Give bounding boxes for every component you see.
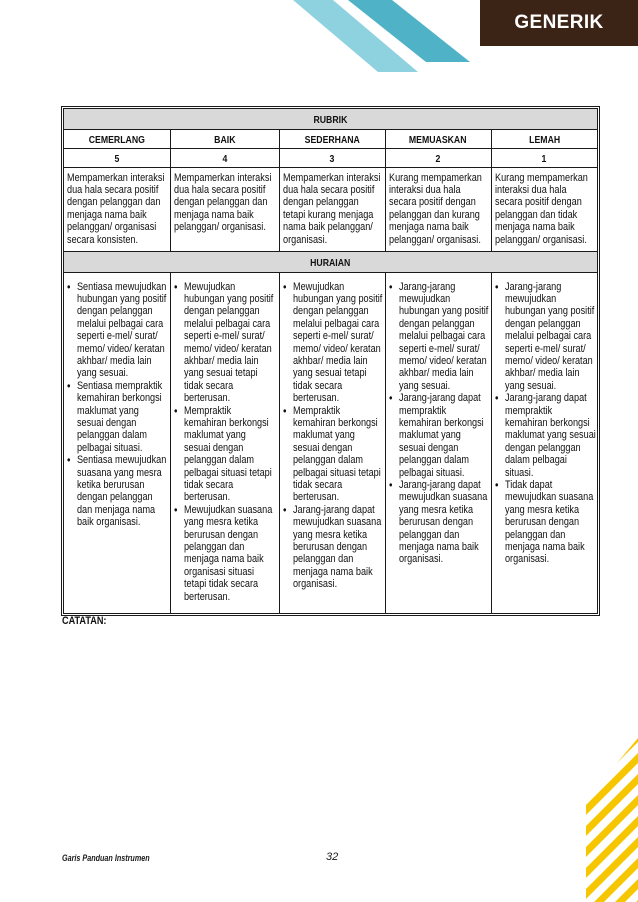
bullet-icon <box>495 281 498 293</box>
notes-label: CATATAN: <box>62 615 107 627</box>
criteria-line: kemahiran berkongsi <box>183 416 269 429</box>
criteria-line: berterusan. <box>292 392 339 405</box>
level-score-row <box>64 148 597 167</box>
criteria-item <box>389 479 487 566</box>
criteria-line: pelbagai situasi tetapi <box>183 466 272 479</box>
description-line: dua hala secara positif <box>282 183 374 196</box>
criteria-line: berurusan dengan <box>292 541 367 554</box>
criteria-line: Jarang-jarang <box>398 280 455 293</box>
criteria-line: Sentiasa mempraktik <box>76 379 163 392</box>
criteria-list <box>495 280 596 566</box>
bullet-icon <box>389 479 392 491</box>
description-line: pelanggan dan tidak <box>494 208 577 221</box>
criteria-item <box>283 280 382 405</box>
criteria-item <box>174 280 273 405</box>
bullet-icon <box>283 281 286 293</box>
criteria-line: seperti e-mel/ surat/ <box>183 330 265 343</box>
level-criteria-cell <box>279 272 385 613</box>
criteria-line: pelanggan dalam <box>292 454 363 467</box>
footer-document-title: Garis Panduan Instrumen <box>62 853 150 863</box>
bullet-icon <box>67 281 70 293</box>
criteria-line: suasana yang mesra <box>76 466 162 479</box>
criteria-line: Mempraktik <box>183 404 231 417</box>
criteria-line: mewujudkan suasana <box>292 516 381 529</box>
criteria-line: pelanggan dalam <box>183 454 254 467</box>
criteria-line: maklumat yang <box>292 429 355 442</box>
description-line: interaksi dua hala <box>388 183 461 196</box>
criteria-line: Jarang-jarang dapat <box>398 392 481 405</box>
description-line: dengan pelanggan dan <box>173 196 267 209</box>
criteria-line: pelanggan dan <box>292 553 353 566</box>
criteria-line: Jarang-jarang dapat <box>398 479 481 491</box>
criteria-line: berurusan dengan <box>183 528 258 541</box>
criteria-line: berurusan dengan <box>398 516 473 529</box>
criteria-line: organisasi. <box>398 553 443 566</box>
criteria-line: seperti e-mel/ surat/ <box>292 330 374 343</box>
criteria-line: situasi. <box>504 466 533 479</box>
level-label-cell <box>385 129 491 148</box>
criteria-line: melalui pelbagai cara <box>504 330 591 343</box>
criteria-line: akhbar/ media lain <box>76 354 152 367</box>
rubric-table-frame <box>61 106 600 616</box>
criteria-line: memo/ video/ keratan <box>398 354 487 367</box>
criteria-line: Sentiasa mewujudkan <box>76 454 167 467</box>
level-score-cell <box>279 148 385 167</box>
description-line: Kurang mempamerkan <box>388 171 482 184</box>
criteria-line: berterusan. <box>183 590 230 603</box>
criteria-line: Jarang-jarang dapat <box>292 503 375 516</box>
criteria-line: menjaga nama baik <box>183 553 264 566</box>
criteria-line: mempraktik <box>398 404 446 417</box>
level-label-cell <box>64 129 170 148</box>
criteria-item <box>389 392 484 479</box>
bullet-icon <box>67 380 70 392</box>
criteria-line: memo/ video/ keratan <box>183 342 272 355</box>
criteria-line: Mewujudkan <box>292 280 344 293</box>
criteria-line: seperti e-mel/ surat/ <box>504 342 586 355</box>
description-line: pelanggan/ organisasi <box>67 221 157 234</box>
yellow-stripes <box>580 730 638 902</box>
level-description-cell <box>64 167 170 251</box>
description-line: Kurang mempamerkan <box>494 171 588 184</box>
criteria-line: kemahiran berkongsi <box>292 416 378 429</box>
bullet-icon <box>67 454 70 466</box>
footer-page-number: 32 <box>326 851 339 863</box>
criteria-line: dan menjaga nama <box>76 503 156 516</box>
description-line: dua hala secara positif <box>67 183 159 196</box>
criteria-item <box>495 280 594 393</box>
criteria-line: pelanggan dan <box>504 528 565 541</box>
criteria-line: melalui pelbagai cara <box>183 317 270 330</box>
criteria-line: berterusan. <box>183 392 230 405</box>
criteria-line: akhbar/ media lain <box>504 367 580 380</box>
level-score-cell <box>491 148 597 167</box>
criteria-line: menjaga nama baik <box>504 541 585 554</box>
criteria-line: dengan pelanggan <box>76 305 153 318</box>
criteria-item <box>174 404 272 504</box>
criteria-line: Tidak dapat <box>504 479 552 491</box>
criteria-line: dengan pelanggan <box>183 305 260 318</box>
criteria-line: kemahiran berkongsi <box>76 392 162 405</box>
description-line: menjaga nama baik <box>173 208 254 221</box>
level-description-cell <box>170 167 279 251</box>
rubric-title-cell <box>64 109 597 129</box>
criteria-line: Mempraktik <box>292 404 340 417</box>
criteria-line: mempraktik <box>504 404 552 417</box>
level-criteria-row <box>64 272 597 613</box>
criteria-line: tidak secara <box>292 379 342 392</box>
description-line: pelanggan/ organisasi. <box>173 221 266 234</box>
criteria-line: berterusan. <box>292 491 339 504</box>
description-line: pelanggan/ organisasi. <box>388 233 481 246</box>
criteria-line: hubungan yang positif <box>292 292 382 305</box>
criteria-line: maklumat yang <box>398 429 461 442</box>
description-line: organisasi. <box>282 233 327 246</box>
level-label-cell <box>170 129 279 148</box>
criteria-item <box>283 503 381 591</box>
section-banner <box>480 0 638 46</box>
criteria-line: seperti e-mel/ surat/ <box>76 330 158 343</box>
criteria-line: maklumat yang <box>76 404 139 417</box>
criteria-line: yang mesra ketika <box>292 528 367 541</box>
criteria-line: yang sesuai. <box>76 367 129 380</box>
criteria-line: tetapi tidak secara <box>183 578 258 591</box>
bullet-icon <box>174 405 177 417</box>
criteria-line: menjaga nama baik <box>292 565 373 578</box>
criteria-list <box>174 280 273 604</box>
bullet-icon <box>283 504 286 516</box>
criteria-line: melalui pelbagai cara <box>398 330 485 343</box>
criteria-line: pelanggan dalam <box>398 454 469 467</box>
rubric-table <box>64 109 597 613</box>
criteria-line: sesuai dengan <box>292 441 352 454</box>
bullet-icon <box>174 281 177 293</box>
level-description <box>173 171 271 234</box>
criteria-item <box>67 280 167 380</box>
level-label: BAIK <box>213 133 236 146</box>
level-criteria-cell <box>385 272 491 613</box>
description-line: pelanggan/ organisasi. <box>494 233 587 246</box>
criteria-line: maklumat yang <box>183 429 246 442</box>
criteria-line: memo/ video/ keratan <box>76 342 165 355</box>
criteria-line: pelanggan dan <box>398 528 459 541</box>
level-description <box>494 171 588 246</box>
level-score-cell <box>385 148 491 167</box>
criteria-line: dengan pelanggan <box>398 317 475 330</box>
bullet-icon <box>495 479 498 491</box>
criteria-item <box>67 379 163 454</box>
description-line: Mempamerkan interaksi <box>282 171 380 184</box>
description-line: menjaga nama baik <box>67 208 147 221</box>
criteria-line: menjaga nama baik <box>398 541 479 554</box>
criteria-line: dengan pelanggan <box>504 317 581 330</box>
description-line: secara positif dengan <box>494 196 582 209</box>
criteria-line: Sentiasa mewujudkan <box>76 280 167 293</box>
criteria-line: akhbar/ media lain <box>183 354 259 367</box>
criteria-line: seperti e-mel/ surat/ <box>398 342 480 355</box>
level-description <box>388 171 482 246</box>
criteria-line: pelbagai situasi. <box>398 466 464 479</box>
criteria-line: sesuai dengan <box>183 441 243 454</box>
level-score: 2 <box>435 152 441 165</box>
bullet-icon <box>389 392 392 404</box>
criteria-line: organisasi. <box>504 553 549 566</box>
bullet-icon <box>389 281 392 293</box>
criteria-line: dalam pelbagai <box>504 454 567 467</box>
criteria-list <box>67 280 167 529</box>
criteria-line: pelanggan dalam <box>76 429 148 442</box>
criteria-line: mewujudkan suasana <box>398 491 487 504</box>
criteria-line: tidak secara <box>183 479 233 491</box>
criteria-line: mewujudkan <box>398 292 450 305</box>
criteria-line: tidak secara <box>183 379 233 392</box>
criteria-item <box>174 503 272 603</box>
criteria-line: Jarang-jarang <box>504 280 561 293</box>
criteria-line: memo/ video/ keratan <box>292 342 381 355</box>
criteria-line: berurusan dengan <box>504 516 579 529</box>
level-label-row <box>64 129 597 148</box>
corner-stripes-decoration <box>580 730 638 902</box>
rubric-title-row <box>64 109 597 129</box>
level-score: 5 <box>114 152 120 165</box>
criteria-line: ketika berurusan <box>76 479 145 491</box>
criteria-line: yang sesuai. <box>398 379 450 392</box>
criteria-line: kemahiran berkongsi <box>504 416 590 429</box>
description-line: Mempamerkan interaksi <box>67 171 165 184</box>
level-description <box>67 171 165 246</box>
description-line: pelanggan dan kurang <box>388 208 480 221</box>
criteria-line: memo/ video/ keratan <box>504 354 593 367</box>
criteria-line: yang sesuai tetapi <box>183 367 258 380</box>
criteria-line: hubungan yang positif <box>183 292 273 305</box>
details-title-row <box>64 251 597 272</box>
section-banner-label: GENERIK <box>514 12 604 33</box>
level-label-cell <box>491 129 597 148</box>
criteria-line: akhbar/ media lain <box>292 354 368 367</box>
description-line: menjaga nama baik <box>494 221 575 234</box>
level-description-cell <box>385 167 491 251</box>
criteria-line: yang mesra ketika <box>504 503 579 516</box>
criteria-line: yang sesuai. <box>504 379 556 392</box>
criteria-line: yang mesra ketika <box>398 503 473 516</box>
criteria-line: mewujudkan <box>504 292 556 305</box>
criteria-line: sesuai dengan <box>398 441 458 454</box>
level-criteria-cell <box>170 272 279 613</box>
level-criteria-cell <box>491 272 597 613</box>
criteria-item <box>67 454 167 529</box>
details-title-cell <box>64 251 597 272</box>
criteria-line: dengan pelanggan <box>76 491 153 504</box>
criteria-line: Mewujudkan <box>183 280 235 293</box>
rubric-title: RUBRIK <box>313 113 348 126</box>
criteria-line: hubungan yang positif <box>504 305 594 318</box>
level-label: CEMERLANG <box>88 133 145 146</box>
criteria-line: hubungan yang positif <box>398 305 488 318</box>
criteria-list <box>283 280 382 591</box>
criteria-item <box>389 280 488 393</box>
description-line: secara positif dengan <box>388 196 476 209</box>
level-description <box>282 171 380 246</box>
criteria-line: pelbagai situasi. <box>76 441 143 454</box>
criteria-item <box>495 392 596 479</box>
level-description-cell <box>491 167 597 251</box>
level-score-cell <box>64 148 170 167</box>
level-score-cell <box>170 148 279 167</box>
criteria-line: pelanggan dan <box>183 541 244 554</box>
criteria-line: organisasi. <box>292 578 337 591</box>
criteria-line: melalui pelbagai cara <box>76 317 164 330</box>
description-line: interaksi dua hala <box>494 183 567 196</box>
criteria-line: kemahiran berkongsi <box>398 416 484 429</box>
details-title: HURAIAN <box>310 256 351 269</box>
criteria-line: mewujudkan suasana <box>504 491 593 504</box>
criteria-line: tidak secara <box>292 479 342 491</box>
criteria-line: baik organisasi. <box>76 516 141 529</box>
level-label-cell <box>279 129 385 148</box>
criteria-line: Mewujudkan suasana <box>183 503 272 516</box>
description-line: Mempamerkan interaksi <box>173 171 271 184</box>
criteria-item <box>283 404 381 504</box>
level-score: 1 <box>541 152 547 165</box>
criteria-line: dengan pelanggan <box>292 305 369 318</box>
level-criteria-cell <box>64 272 170 613</box>
description-line: menjaga nama baik <box>388 221 469 234</box>
criteria-line: akhbar/ media lain <box>398 367 474 380</box>
criteria-line: yang mesra ketika <box>183 516 258 529</box>
description-line: dengan pelanggan dan <box>67 196 161 209</box>
bullet-icon <box>174 504 177 516</box>
criteria-line: berterusan. <box>183 491 230 504</box>
description-line: secara konsisten. <box>67 233 139 246</box>
description-line: tetapi kurang menjaga <box>282 208 373 221</box>
criteria-line: hubungan yang positif <box>76 292 167 305</box>
criteria-line: melalui pelbagai cara <box>292 317 379 330</box>
criteria-item <box>495 479 593 566</box>
level-description-row <box>64 167 597 251</box>
criteria-line: sesuai dengan <box>76 416 137 429</box>
description-line: dengan pelanggan <box>282 196 359 209</box>
criteria-line: yang sesuai tetapi <box>292 367 367 380</box>
criteria-list <box>389 280 488 566</box>
bullet-icon <box>495 392 498 404</box>
level-score: 4 <box>222 152 227 165</box>
description-line: dua hala secara positif <box>173 183 265 196</box>
criteria-line: maklumat yang sesuai <box>504 429 596 442</box>
level-label: SEDERHANA <box>304 133 360 146</box>
level-label: LEMAH <box>528 133 560 146</box>
criteria-line: pelbagai situasi tetapi <box>292 466 381 479</box>
criteria-line: organisasi situasi <box>183 565 254 578</box>
criteria-line: dengan pelanggan <box>504 441 581 454</box>
level-description-cell <box>279 167 385 251</box>
bullet-icon <box>283 405 286 417</box>
level-label: MEMUASKAN <box>409 133 467 146</box>
description-line: nama baik pelanggan/ <box>282 221 373 234</box>
level-score: 3 <box>329 152 335 165</box>
criteria-line: Jarang-jarang dapat <box>504 392 587 405</box>
